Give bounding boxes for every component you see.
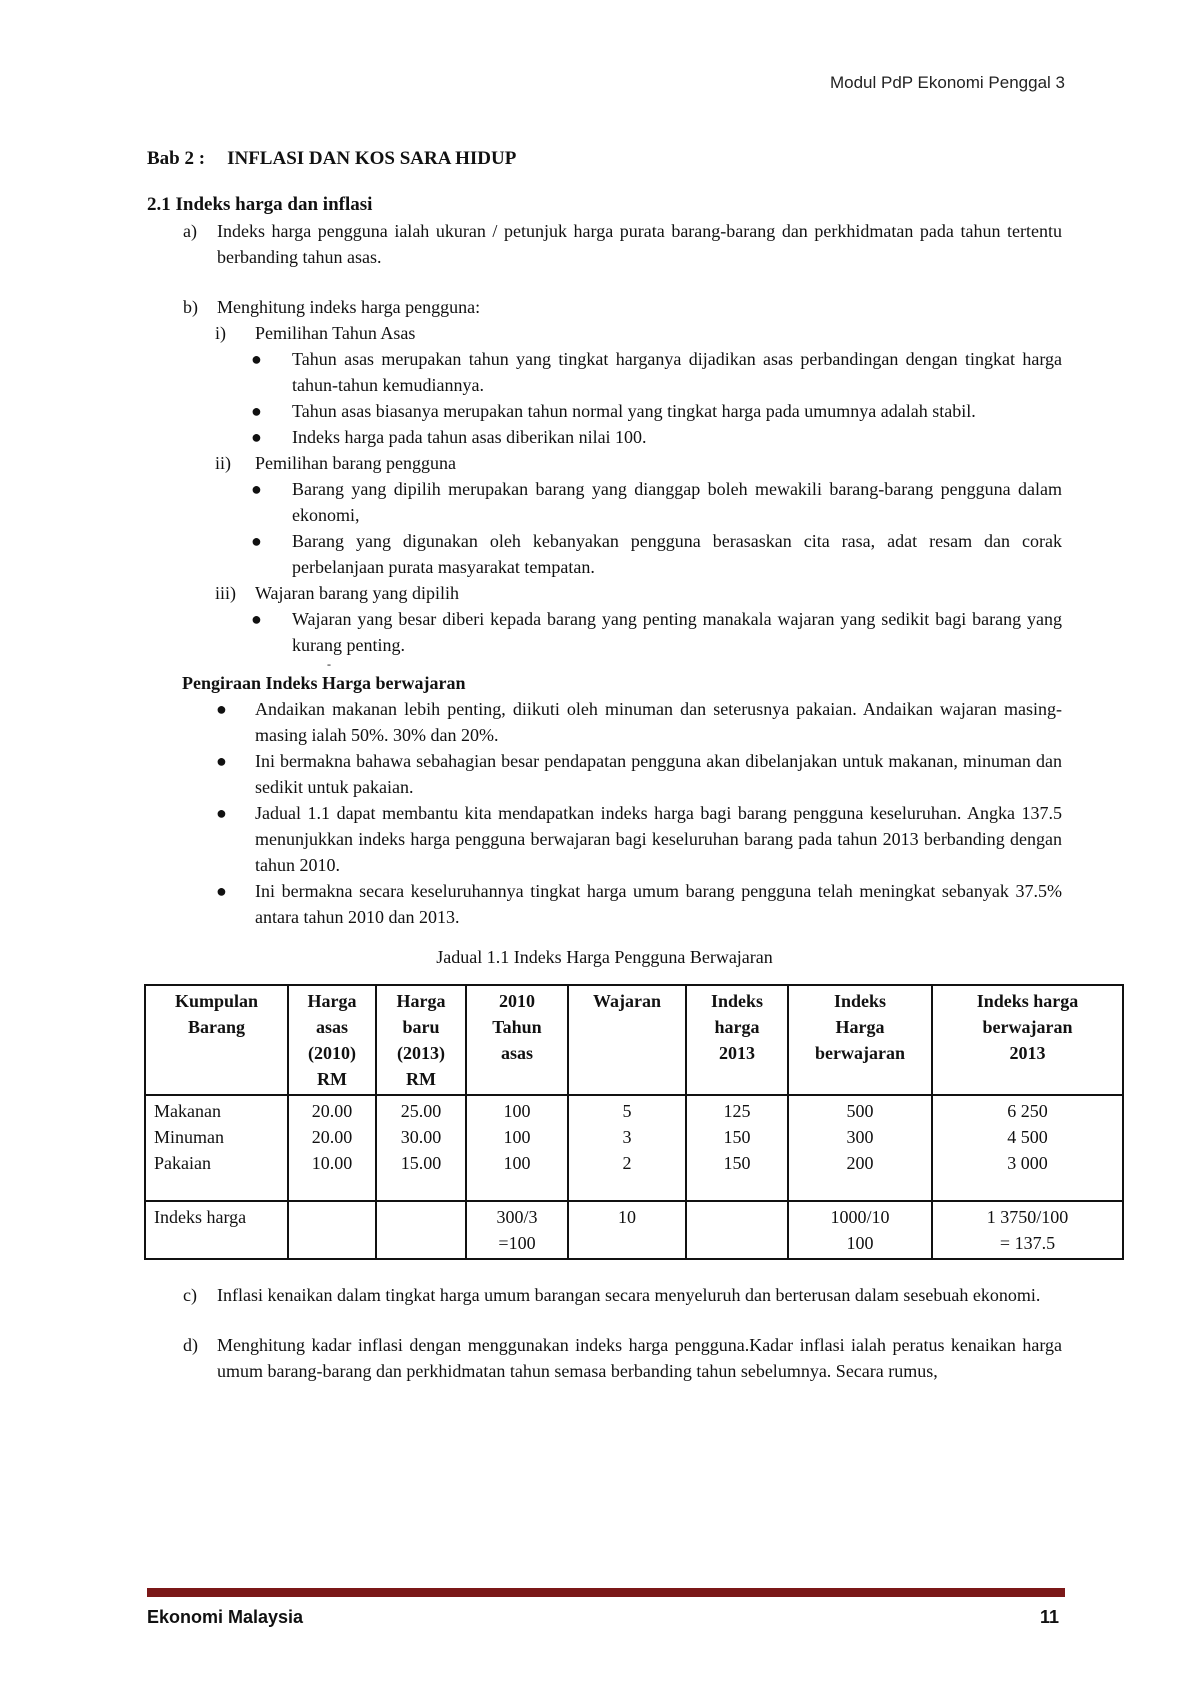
- table-cell: 1 3750/100 = 137.5: [932, 1201, 1123, 1259]
- col-header: Indeks harga berwajaran 2013: [932, 985, 1123, 1095]
- table-caption: Jadual 1.1 Indeks Harga Pengguna Berwajaran: [436, 947, 773, 967]
- item-d-text: Menghitung kadar inflasi dengan menggunakan indeks harga pengguna.Kadar inflasi ialah peratus kenaikan harga umum barang-barang dan perkhidmatan tahun semasa berbanding tahun sebelumnya. Secara rumus,: [217, 1335, 1062, 1381]
- bullet-text: Barang yang dipilih merupakan barang yang dianggap boleh mewakili barang-barang pengguna dalam ekonomi,: [292, 479, 1062, 525]
- bullet-text: Barang yang digunakan oleh kebanyakan pengguna berasaskan cita rasa, adat resam dan corak perbelanjaan purata masyarakat tempatan.: [292, 531, 1062, 577]
- stray-mark: -: [327, 657, 331, 671]
- chapter-name: INFLASI DAN KOS SARA HIDUP: [227, 148, 517, 169]
- section-title: 2.1 Indeks harga dan inflasi: [147, 194, 373, 215]
- table-cell: 20.00 20.00 10.00: [288, 1095, 376, 1201]
- item-b: [147, 294, 1062, 320]
- item-a: [147, 218, 1062, 270]
- bullet-item: [147, 476, 1062, 528]
- bullet-item: [147, 528, 1062, 580]
- bullet-item: [147, 696, 1062, 748]
- table-cell: Makanan Minuman Pakaian: [145, 1095, 288, 1201]
- item-i-text: Pemilihan Tahun Asas: [255, 323, 416, 343]
- table-cell: 500 300 200: [788, 1095, 932, 1201]
- bullet-icon: ●: [251, 349, 262, 369]
- bullet-item: [147, 346, 1062, 398]
- footer-title: Ekonomi Malaysia: [147, 1607, 304, 1627]
- page-number: 11: [1040, 1607, 1060, 1627]
- item-iii-text: Wajaran barang yang dipilih: [255, 583, 459, 603]
- bullet-icon: ●: [216, 751, 227, 771]
- bullet-text: Ini bermakna bahawa sebahagian besar pendapatan pengguna akan dibelanjakan untuk makanan, minuman dan sedikit untuk pakaian.: [255, 751, 1062, 797]
- bullet-item: [147, 748, 1062, 800]
- item-ii: [147, 450, 1062, 476]
- table-cell: 6 250 4 500 3 000: [932, 1095, 1123, 1201]
- bullet-item: [147, 800, 1062, 878]
- table-cell: [376, 1201, 466, 1259]
- bullet-icon: ●: [216, 699, 227, 719]
- bullet-text: Andaikan makanan lebih penting, diikuti oleh minuman dan seterusnya pakaian. Andaikan wajaran masing-masing ialah 50%. 30% dan 20%.: [255, 699, 1062, 745]
- item-ii-mark: ii): [215, 453, 231, 473]
- item-a-mark: a): [183, 221, 197, 241]
- table-cell: 1000/10 100: [788, 1201, 932, 1259]
- bullet-icon: ●: [251, 609, 262, 629]
- bullet-icon: ●: [251, 401, 262, 421]
- bullet-icon: ●: [251, 427, 262, 447]
- table-index-row: [145, 1201, 1123, 1259]
- chapter-title: [147, 146, 1062, 172]
- table-cell: 125 150 150: [686, 1095, 788, 1201]
- bullet-text: Jadual 1.1 dapat membantu kita mendapatkan indeks harga bagi barang pengguna keseluruhan. Angka 137.5 menunjukkan indeks harga pengguna berwajaran bagi keseluruhan barang pada tahun 2013 berbanding dengan tahun 2010.: [255, 803, 1062, 875]
- item-c: [147, 1282, 1062, 1308]
- col-header: Harga baru (2013) RM: [376, 985, 466, 1095]
- table-cell: 300/3 =100: [466, 1201, 568, 1259]
- table-header-row: [145, 985, 1123, 1095]
- bullet-icon: ●: [251, 479, 262, 499]
- bullet-icon: ●: [251, 531, 262, 551]
- item-d-mark: d): [183, 1335, 198, 1355]
- table-cell: [686, 1201, 788, 1259]
- col-header: Wajaran: [568, 985, 686, 1095]
- item-ii-text: Pemilihan barang pengguna: [255, 453, 456, 473]
- pengiraan-title: Pengiraan Indeks Harga berwajaran: [182, 673, 466, 693]
- table-cell: 5 3 2: [568, 1095, 686, 1201]
- page-header: Modul PdP Ekonomi Penggal 3: [829, 73, 1065, 92]
- col-header: Indeks Harga berwajaran: [788, 985, 932, 1095]
- item-b-text: Menghitung indeks harga pengguna:: [217, 297, 481, 317]
- footer-divider: [147, 1588, 1065, 1597]
- col-header: Kumpulan Barang: [145, 985, 288, 1095]
- table-data-block: [145, 1095, 1123, 1201]
- table-cell: 100 100 100: [466, 1095, 568, 1201]
- item-c-mark: c): [183, 1285, 197, 1305]
- bullet-item: [147, 606, 1062, 658]
- chapter-label: Bab 2 :: [147, 148, 206, 169]
- item-iii-mark: iii): [215, 583, 236, 603]
- col-header: Harga asas (2010) RM: [288, 985, 376, 1095]
- bullet-text: Indeks harga pada tahun asas diberikan nilai 100.: [292, 427, 647, 447]
- item-b-mark: b): [183, 297, 198, 317]
- item-iii: [147, 580, 1062, 606]
- item-c-text: Inflasi kenaikan dalam tingkat harga umum barangan secara menyeluruh dan berterusan dalam sesebuah ekonomi.: [217, 1285, 1041, 1305]
- table-cell: Indeks harga: [145, 1201, 288, 1259]
- table-cell: [288, 1201, 376, 1259]
- index-table: [144, 984, 1124, 1260]
- item-i-mark: i): [215, 323, 226, 343]
- bullet-text: Wajaran yang besar diberi kepada barang yang penting manakala wajaran yang sedikit bagi barang yang kurang penting.: [292, 609, 1062, 655]
- table-cell: 25.00 30.00 15.00: [376, 1095, 466, 1201]
- item-d: [147, 1332, 1062, 1384]
- bullet-icon: ●: [216, 881, 227, 901]
- bullet-icon: ●: [216, 803, 227, 823]
- item-i: [147, 320, 1062, 346]
- table-cell: 10: [568, 1201, 686, 1259]
- bullet-text: Tahun asas biasanya merupakan tahun normal yang tingkat harga pada umumnya adalah stabil.: [292, 401, 976, 421]
- page-content: [147, 146, 1079, 1384]
- col-header: 2010 Tahun asas: [466, 985, 568, 1095]
- bullet-text: Ini bermakna secara keseluruhannya tingkat harga umum barang pengguna telah meningkat sebanyak 37.5% antara tahun 2010 dan 2013.: [255, 881, 1062, 927]
- bullet-text: Tahun asas merupakan tahun yang tingkat harganya dijadikan asas perbandingan dengan tingkat harga tahun-tahun kemudiannya.: [292, 349, 1062, 395]
- bullet-item: [147, 424, 1062, 450]
- col-header: Indeks harga 2013: [686, 985, 788, 1095]
- item-a-text: Indeks harga pengguna ialah ukuran / petunjuk harga purata barang-barang dan perkhidmatan pada tahun tertentu berbanding tahun asas.: [217, 221, 1062, 267]
- bullet-item: [147, 878, 1062, 930]
- bullet-item: [147, 398, 1062, 424]
